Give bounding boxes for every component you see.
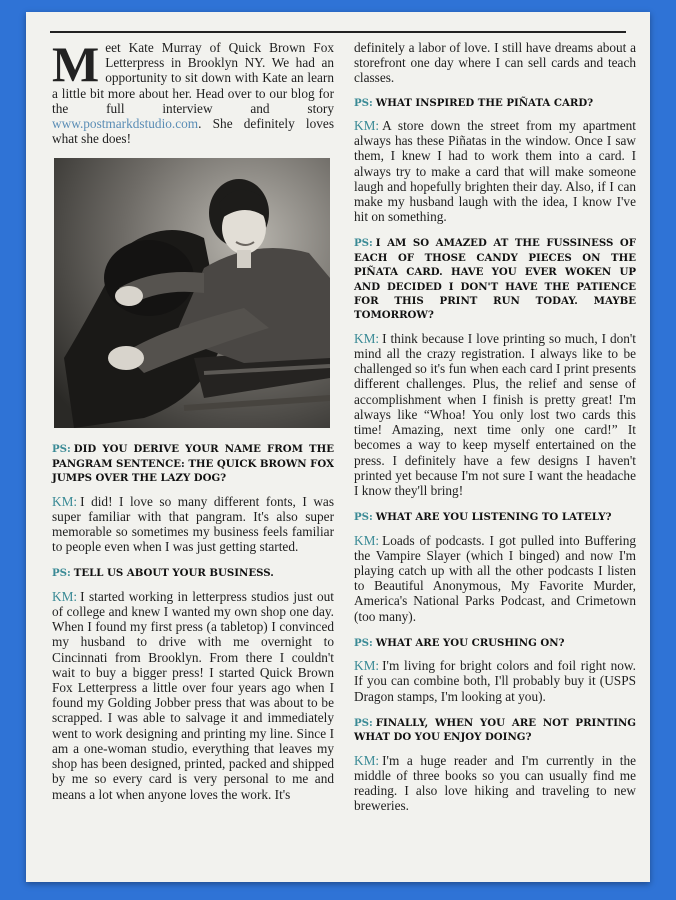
left-column bbox=[52, 36, 334, 814]
intro-text: eet Kate Murray of Quick Brown Fox Letterpress in Brooklyn NY. We had an opportunity to sit down with Kate an learn a little bit more about her. Head over to our blog for the full interview and story bbox=[52, 40, 334, 116]
question-text: I AM SO AMAZED AT THE FUSSINESS OF EACH OF THOSE CANDY PIECES ON THE PIÑATA CARD. HAVE YOU EVER WOKEN UP AND DECIDED I DON'T HAVE THE PATIENCE FOR THIS PRINT RUN TODAY. MAYBE TOMORROW? bbox=[354, 237, 636, 322]
question-text: WHAT ARE YOU LISTENING TO LATELY? bbox=[375, 511, 612, 524]
answer-text: I'm a huge reader and I'm currently in the middle of three books so you can usually find me reading. I also love hiking and traveling to new breweries. bbox=[354, 752, 636, 814]
intro-paragraph bbox=[52, 36, 334, 147]
answer-text: I started working in letterpress studios just out of college and knew I wanted my own shop one day. When I found my first press (a tabletop) I convinced my husband to drive with me overnight to Cincinnati from Brooklyn. From there I couldn't wait to buy a bigger press! I started Quick Brown Fox Letterpress a little over four years ago when I found my Golding Jobber press that was about to be scrapped. I was able to salvage it and immediately went to work designing and printing my line. Since I am a one-woman studio, everything that leaves my shop has been designed, printed, packed and shipped by me so every card is very personal to me and means a lot when anyone loves the work. It's bbox=[52, 588, 334, 802]
question-pinata-inspiration bbox=[354, 96, 636, 110]
ps-label: PS: bbox=[354, 636, 373, 649]
question-text: TELL US ABOUT YOUR BUSINESS. bbox=[73, 567, 274, 580]
question-text: WHAT ARE YOU CRUSHING ON? bbox=[375, 636, 565, 649]
ps-label: PS: bbox=[52, 443, 71, 456]
photo-woman-hugging-press-icon bbox=[54, 158, 330, 428]
km-label: KM: bbox=[354, 532, 380, 548]
answer-listening bbox=[354, 533, 636, 624]
intro-text-end: . She definitely loves what she does! bbox=[52, 116, 334, 147]
question-crushing bbox=[354, 636, 636, 650]
right-column bbox=[354, 40, 636, 825]
answer-pangram bbox=[52, 494, 334, 555]
ps-label: PS: bbox=[354, 511, 373, 524]
question-text: FINALLY, WHEN YOU ARE NOT PRINTING WHAT DO YOU ENJOY DOING? bbox=[354, 716, 636, 744]
ps-label: PS: bbox=[52, 567, 71, 580]
blog-link[interactable]: www.postmarkdstudio.com bbox=[52, 116, 199, 132]
answer-free-time bbox=[354, 753, 636, 814]
answer-text: I think because I love printing so much, I don't mind all the crazy registration. I always like to be challenged so it's fun when each card I print presents different challenges. Plus, the relief and sense of accomplishment when I finish is pretty great! I'm always like “Whoa! You only lost two cards this time! Amazing, next time only one card!” It becomes a way to keep myself entertained on the press. I definitely have a few designs I haven't printed yet because I'm not sure I want the headache I know they'll bring! bbox=[354, 330, 636, 498]
top-rule bbox=[50, 31, 626, 33]
question-text: DID YOU DERIVE YOUR NAME FROM THE PANGRAM SENTENCE: THE QUICK BROWN FOX JUMPS OVER THE LAZY DOG? bbox=[52, 443, 334, 485]
question-free-time bbox=[354, 716, 636, 745]
answer-text: A store down the street from my apartment always has these Piñatas in the window. Once I saw them, I knew I had to work them into a card. I always try to make a card that will make someone laugh and hopefully brighten their day. Also, if I can make my husband laugh with the idea, I know I've hit on something. bbox=[354, 118, 636, 225]
km-label: KM: bbox=[354, 658, 380, 674]
answer-pinata-inspiration bbox=[354, 118, 636, 224]
ps-label: PS: bbox=[354, 96, 373, 109]
answer-crushing bbox=[354, 658, 636, 704]
answer-text: I did! I love so many different fonts, I was super familiar with that pangram. It's also super memorable so sometimes my business feels familiar to people even when I was just getting started. bbox=[52, 493, 334, 555]
kate-murray-photo bbox=[54, 158, 330, 428]
ps-label: PS: bbox=[354, 237, 373, 250]
answer-business bbox=[52, 589, 334, 802]
ps-label: PS: bbox=[354, 716, 373, 729]
drop-cap: M bbox=[52, 36, 100, 92]
km-label: KM: bbox=[354, 118, 380, 134]
km-label: KM: bbox=[52, 588, 78, 604]
interview-card bbox=[26, 12, 650, 882]
question-fussiness bbox=[354, 236, 636, 322]
answer-text: I'm living for bright colors and foil right now. If you can combine both, I'll probably buy it (USPS Dragon stamps, I'm looking at you). bbox=[354, 658, 636, 704]
question-listening bbox=[354, 510, 636, 524]
question-business bbox=[52, 566, 334, 580]
km-label: KM: bbox=[354, 330, 380, 346]
km-label: KM: bbox=[52, 493, 78, 509]
answer-text: Loads of podcasts. I got pulled into Buffering the Vampire Slayer (which I binged) and now I'm playing catch up with all the other podcasts I listen to Beautiful Anonymous, My Favorite Murder, America's National Parks Podcast, and Crimetown (too many). bbox=[354, 532, 636, 624]
question-text: WHAT INSPIRED THE PIÑATA CARD? bbox=[375, 96, 594, 109]
answer-business-continued: definitely a labor of love. I still have dreams about a storefront one day where I can sell cards and teach classes. bbox=[354, 40, 636, 86]
km-label: KM: bbox=[354, 752, 380, 768]
question-pangram bbox=[52, 442, 334, 485]
answer-fussiness bbox=[354, 331, 636, 498]
